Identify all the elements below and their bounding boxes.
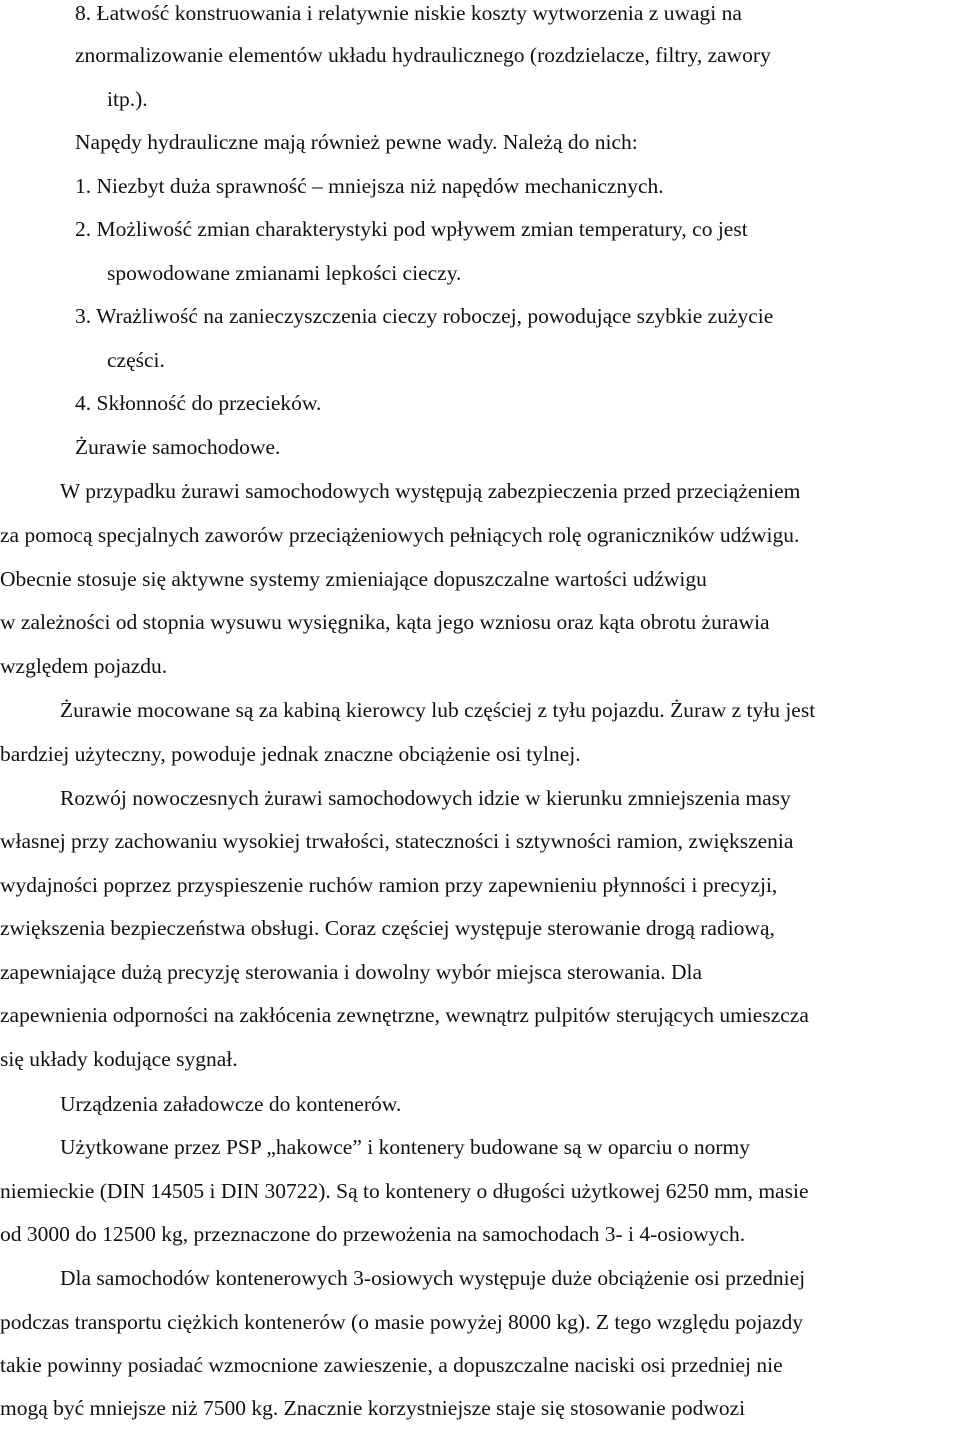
text-line: Żurawie mocowane są za kabiną kierowcy lub częściej z tyłu pojazdu. Żuraw z tyłu jest bbox=[60, 698, 816, 722]
text-line: części. bbox=[107, 348, 165, 372]
text-line: Obecnie stosuje się aktywne systemy zmieniające dopuszczalne wartości udźwigu bbox=[0, 567, 707, 591]
text-line: 4. Skłonność do przecieków. bbox=[75, 391, 322, 415]
text-line: W przypadku żurawi samochodowych występują zabezpieczenia przed przeciążeniem bbox=[60, 479, 801, 503]
text-line: zwiększenia bezpieczeństwa obsługi. Coraz częściej występuje sterowanie drogą radiową, bbox=[0, 916, 775, 940]
text-line: Rozwój nowoczesnych żurawi samochodowych idzie w kierunku zmniejszenia masy bbox=[60, 786, 791, 810]
text-line: Użytkowane przez PSP „hakowce” i kontenery budowane są w oparciu o normy bbox=[60, 1135, 750, 1159]
text-line: się układy kodujące sygnał. bbox=[0, 1047, 238, 1071]
text-line: względem pojazdu. bbox=[0, 654, 168, 678]
section-heading: Żurawie samochodowe. bbox=[75, 435, 281, 459]
text-line: Napędy hydrauliczne mają również pewne wady. Należą do nich: bbox=[75, 130, 638, 154]
text-line: 3. Wrażliwość na zanieczyszczenia cieczy roboczej, powodujące szybkie zużycie bbox=[75, 304, 774, 328]
text-line: zapewnienia odporności na zakłócenia zewnętrzne, wewnątrz pulpitów sterujących umieszcza bbox=[0, 1003, 809, 1027]
text-line: podczas transportu ciężkich kontenerów (o masie powyżej 8000 kg). Z tego względu pojazdy bbox=[0, 1310, 804, 1334]
text-line: za pomocą specjalnych zaworów przeciążeniowych pełniących rolę ograniczników udźwigu. bbox=[0, 523, 800, 547]
text-line: itp.). bbox=[107, 87, 148, 111]
text-line: niemieckie (DIN 14505 i DIN 30722). Są to kontenery o długości użytkowej 6250 mm, masie bbox=[0, 1179, 809, 1203]
text-line: znormalizowanie elementów układu hydraulicznego (rozdzielacze, filtry, zawory bbox=[75, 43, 771, 67]
text-line: 2. Możliwość zmian charakterystyki pod wpływem zmian temperatury, co jest bbox=[75, 217, 748, 241]
text-line: takie powinny posiadać wzmocnione zawieszenie, a dopuszczalne naciski osi przedniej nie bbox=[0, 1353, 783, 1377]
text-line: w zależności od stopnia wysuwu wysięgnika, kąta jego wzniosu oraz kąta obrotu żurawia bbox=[0, 610, 770, 634]
text-line: własnej przy zachowaniu wysokiej trwałości, stateczności i sztywności ramion, zwiększenia bbox=[0, 829, 794, 853]
text-line: spowodowane zmianami lepkości cieczy. bbox=[107, 261, 462, 285]
text-line: Dla samochodów kontenerowych 3-osiowych występuje duże obciążenie osi przedniej bbox=[60, 1266, 806, 1290]
text-line: 8. Łatwość konstruowania i relatywnie niskie koszty wytworzenia z uwagi na bbox=[75, 1, 742, 25]
text-line: 1. Niezbyt duża sprawność – mniejsza niż napędów mechanicznych. bbox=[75, 174, 664, 198]
text-line: wydajności poprzez przyspieszenie ruchów ramion przy zapewnieniu płynności i precyzji, bbox=[0, 873, 778, 897]
text-line: zapewniające dużą precyzję sterowania i dowolny wybór miejsca sterowania. Dla bbox=[0, 960, 703, 984]
text-line: od 3000 do 12500 kg, przeznaczone do przewożenia na samochodach 3- i 4-osiowych. bbox=[0, 1222, 746, 1246]
text-line: bardziej użyteczny, powoduje jednak znaczne obciążenie osi tylnej. bbox=[0, 742, 581, 766]
text-line: mogą być mniejsze niż 7500 kg. Znacznie korzystniejsze staje się stosowanie podwozi bbox=[0, 1396, 746, 1420]
section-heading: Urządzenia załadowcze do kontenerów. bbox=[60, 1092, 402, 1116]
